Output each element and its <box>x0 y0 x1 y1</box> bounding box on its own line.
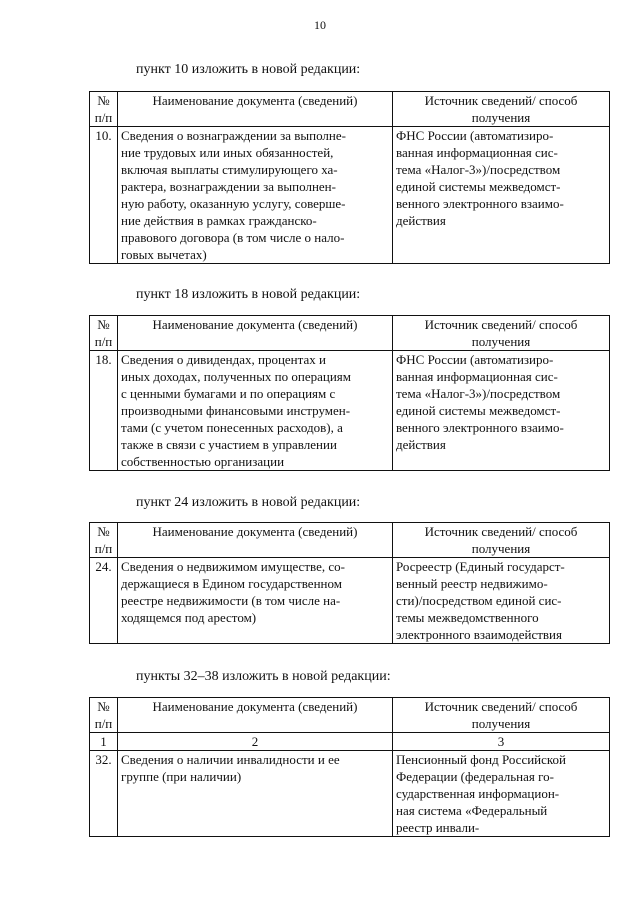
table-header-row <box>90 92 610 127</box>
table-row <box>90 127 610 264</box>
table-row <box>90 558 610 644</box>
header-source: Источник сведений/ способ получения <box>393 523 610 558</box>
header-name: Наименование документа (сведений) <box>118 92 393 127</box>
row-name: Сведения о наличии инвалидности и ее группе (при наличии) <box>118 751 393 837</box>
document-table <box>89 91 610 264</box>
header-source: Источник сведений/ способ получения <box>393 698 610 733</box>
row-name: Сведения о недвижимом имуществе, со- держащиеся в Едином государственном реестре недвижимости (в том числе на- ходящемся под арестом) <box>118 558 393 644</box>
section-intro: пункт 10 изложить в новой редакции: <box>136 62 361 77</box>
header-name: Наименование документа (сведений) <box>118 523 393 558</box>
row-source: ФНС России (автоматизиро- ванная информационная сис- тема «Налог-3»)/посредством единой системы межведомст- венного электронного взаимо- действия <box>393 127 610 264</box>
header-num: № п/п <box>90 316 118 351</box>
row-source: Пенсионный фонд Российской Федерации (федеральная го- сударственная информацион- ная система «Федеральный реестр инвали- <box>393 751 610 837</box>
table-header-row <box>90 316 610 351</box>
header-num: № п/п <box>90 698 118 733</box>
row-num: 32. <box>90 751 118 837</box>
row-num: 10. <box>90 127 118 264</box>
document-table <box>89 522 610 644</box>
header-name: Наименование документа (сведений) <box>118 698 393 733</box>
row-num: 24. <box>90 558 118 644</box>
row-name: Сведения о вознаграждении за выполне- ние трудовых или иных обязанностей, включая выплаты стимулирующего ха- рактера, вознаграждении за выполнен- ную работу, оказанную услугу, соверше- ние действия в рамках гражданско- правового договора (в том числе о нало- говых вычетах) <box>118 127 393 264</box>
page-number: 10 <box>314 18 326 32</box>
table-header-row <box>90 698 610 733</box>
table-row <box>90 351 610 471</box>
row-source: Росреестр (Единый государст- венный реестр недвижимо- сти)/посредством единой сис- темы межведомственного электронного взаимодействия <box>393 558 610 644</box>
column-number: 1 <box>90 733 118 751</box>
row-num: 18. <box>90 351 118 471</box>
section-intro: пункты 32–38 изложить в новой редакции: <box>136 669 391 684</box>
table-header-row <box>90 523 610 558</box>
column-number: 3 <box>393 733 610 751</box>
header-source: Источник сведений/ способ получения <box>393 92 610 127</box>
row-source: ФНС России (автоматизиро- ванная информационная сис- тема «Налог-3»)/посредством единой системы межведомст- венного электронного взаимо- действия <box>393 351 610 471</box>
document-table <box>89 697 610 837</box>
table-row <box>90 751 610 837</box>
header-num: № п/п <box>90 523 118 558</box>
section-intro: пункт 18 изложить в новой редакции: <box>136 287 361 302</box>
document-table <box>89 315 610 471</box>
section-intro: пункт 24 изложить в новой редакции: <box>136 495 361 510</box>
column-number-row <box>90 733 610 751</box>
header-num: № п/п <box>90 92 118 127</box>
row-name: Сведения о дивидендах, процентах и иных доходах, полученных по операциям с ценными бумагами и по операциям с производными финансовыми инструмен- тами (с учетом понесенных расходов), а также в связи с участием в управлении собственностью организации <box>118 351 393 471</box>
header-name: Наименование документа (сведений) <box>118 316 393 351</box>
header-source: Источник сведений/ способ получения <box>393 316 610 351</box>
column-number: 2 <box>118 733 393 751</box>
